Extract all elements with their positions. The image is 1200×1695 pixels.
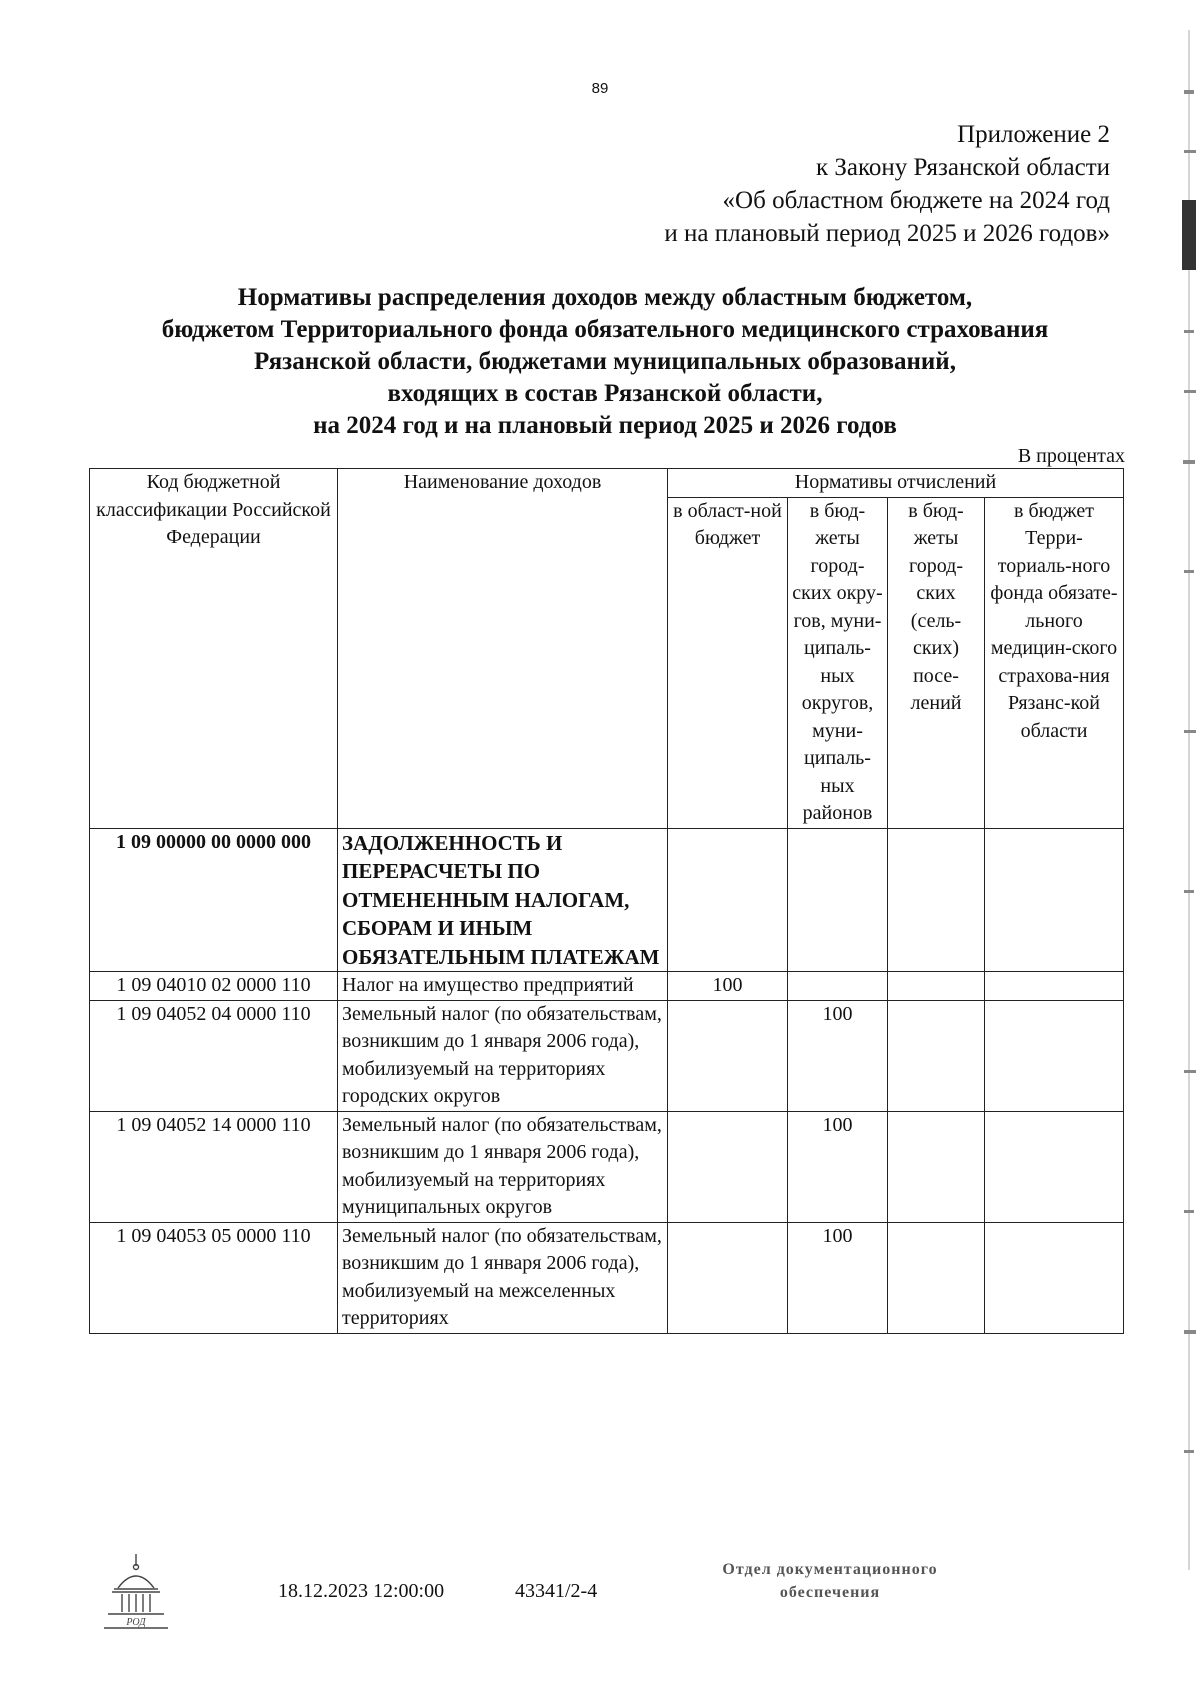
table-row bbox=[90, 1111, 1124, 1222]
row-rural-value bbox=[888, 1000, 985, 1111]
row-fund-value bbox=[985, 1222, 1124, 1333]
stamp-line: Отдел документационного bbox=[722, 1561, 938, 1578]
table-row bbox=[90, 1222, 1124, 1333]
row-rural-value bbox=[888, 828, 985, 972]
row-code: 1 09 04053 05 0000 110 bbox=[90, 1222, 338, 1333]
row-fund-value bbox=[985, 972, 1124, 1001]
row-regional-value bbox=[668, 1222, 788, 1333]
stamp-line: обеспечения bbox=[779, 1584, 881, 1601]
title-line: бюджетом Территориального фонда обязательного медицинского страхования bbox=[161, 316, 1049, 343]
department-stamp bbox=[690, 1558, 970, 1604]
duma-building-logo bbox=[100, 1552, 172, 1632]
table-header bbox=[90, 469, 1124, 829]
header-code: Код бюджетной классификации Российской Федерации bbox=[90, 469, 338, 829]
row-urban-value: 100 bbox=[788, 1000, 888, 1111]
footer-reference: 43341/2-4 bbox=[515, 1580, 598, 1602]
table-body bbox=[90, 828, 1124, 1333]
title-line: Нормативы распределения доходов между областным бюджетом, bbox=[237, 284, 973, 311]
row-code: 1 09 04052 14 0000 110 bbox=[90, 1111, 338, 1222]
row-urban-value bbox=[788, 828, 888, 972]
logo-text: РОД bbox=[126, 1617, 146, 1628]
row-urban-value: 100 bbox=[788, 1222, 888, 1333]
row-fund-value bbox=[985, 828, 1124, 972]
page-number: 89 bbox=[591, 80, 609, 97]
row-rural-value bbox=[888, 1111, 985, 1222]
row-rural-value bbox=[888, 972, 985, 1001]
row-fund-value bbox=[985, 1000, 1124, 1111]
row-fund-value bbox=[985, 1111, 1124, 1222]
title-line: на 2024 год и на плановый период 2025 и 2026 годов bbox=[313, 412, 897, 439]
row-name: Налог на имущество предприятий bbox=[338, 972, 668, 1001]
row-rural-value bbox=[888, 1222, 985, 1333]
row-urban-value: 100 bbox=[788, 1111, 888, 1222]
row-regional-value bbox=[668, 828, 788, 972]
header-norms: Нормативы отчислений bbox=[668, 469, 1124, 498]
header-name: Наименование доходов bbox=[338, 469, 668, 829]
row-code: 1 09 04010 02 0000 110 bbox=[90, 972, 338, 1001]
appendix-line: и на плановый период 2025 и 2026 годов» bbox=[664, 220, 1110, 247]
row-regional-value: 100 bbox=[668, 972, 788, 1001]
row-name: Земельный налог (по обязательствам, возникшим до 1 января 2006 года), мобилизуемый на межселенных территориях bbox=[338, 1222, 668, 1333]
row-urban-value bbox=[788, 972, 888, 1001]
document-title bbox=[90, 282, 1120, 442]
units-label: В процентах bbox=[1017, 445, 1125, 467]
title-line: Рязанской области, бюджетами муниципальных образований, bbox=[254, 348, 956, 375]
title-line: входящих в состав Рязанской области, bbox=[387, 380, 823, 407]
row-regional-value bbox=[668, 1000, 788, 1111]
row-code: 1 09 04052 04 0000 110 bbox=[90, 1000, 338, 1111]
norms-table bbox=[89, 468, 1124, 1334]
row-name: Земельный налог (по обязательствам, возникшим до 1 января 2006 года), мобилизуемый на территориях муниципальных округов bbox=[338, 1111, 668, 1222]
scan-edge-marks bbox=[1178, 30, 1200, 1570]
appendix-note bbox=[664, 118, 1110, 250]
header-regional-budget: в област-ной бюджет bbox=[668, 497, 788, 828]
appendix-line: «Об областном бюджете на 2024 год bbox=[722, 187, 1110, 214]
appendix-line: Приложение 2 bbox=[957, 121, 1110, 148]
table-row bbox=[90, 1000, 1124, 1111]
table-row bbox=[90, 972, 1124, 1001]
header-rural-budgets: в бюд-жеты город-ских (сель-ских) посе-лений bbox=[888, 497, 985, 828]
table-row bbox=[90, 828, 1124, 972]
row-name: ЗАДОЛЖЕННОСТЬ И ПЕРЕРАСЧЕТЫ ПО ОТМЕНЕННЫМ НАЛОГАМ, СБОРАМ И ИНЫМ ОБЯЗАТЕЛЬНЫМ ПЛАТЕЖАМ bbox=[338, 828, 668, 972]
appendix-line: к Закону Рязанской области bbox=[816, 154, 1110, 181]
row-regional-value bbox=[668, 1111, 788, 1222]
header-urban-budgets: в бюд-жеты город-ских окру-гов, муни-ципаль-ных округов, муни-ципаль-ных районов bbox=[788, 497, 888, 828]
row-code: 1 09 00000 00 0000 000 bbox=[90, 828, 338, 972]
row-name: Земельный налог (по обязательствам, возникшим до 1 января 2006 года), мобилизуемый на территориях городских округов bbox=[338, 1000, 668, 1111]
footer-datetime: 18.12.2023 12:00:00 bbox=[278, 1580, 445, 1602]
header-fund-budget: в бюджет Терри-ториаль-ного фонда обязате-льного медицин-ского страхова-ния Рязанс-кой области bbox=[985, 497, 1124, 828]
